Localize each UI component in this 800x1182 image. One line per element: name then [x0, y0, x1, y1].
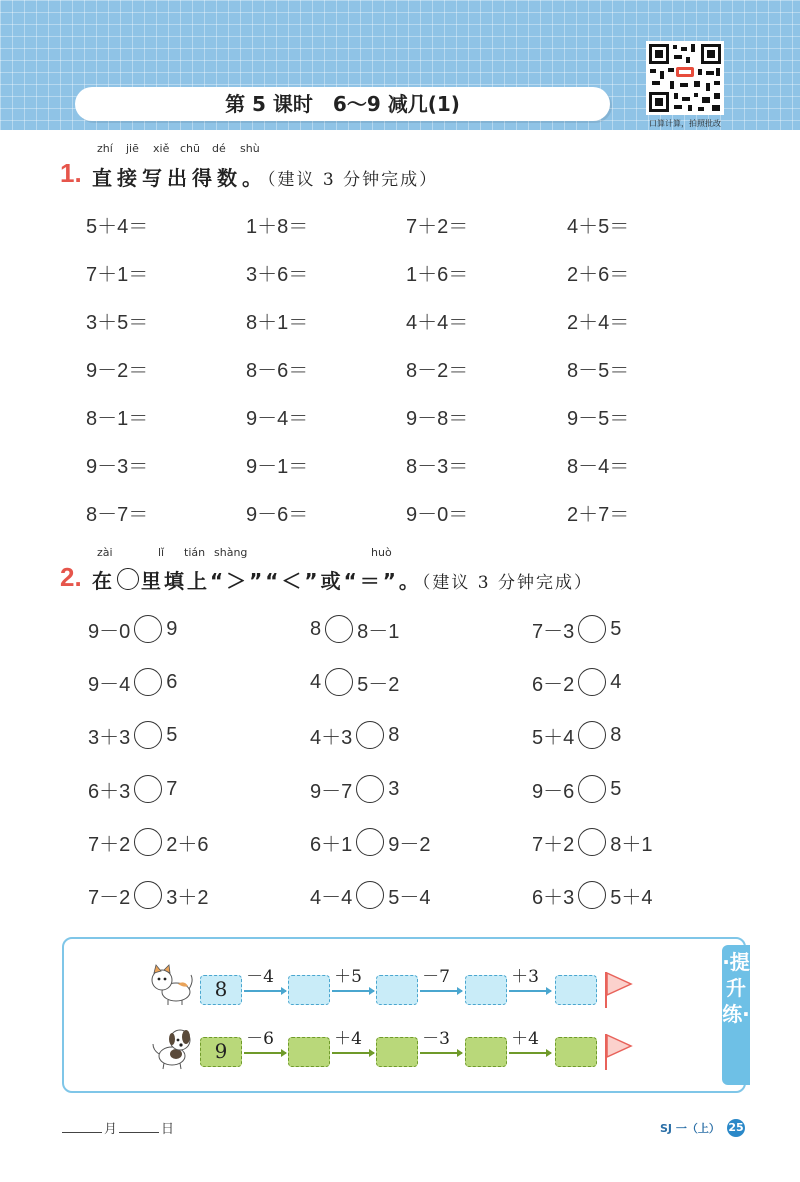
q2-item	[310, 827, 431, 857]
answer-circle[interactable]	[134, 881, 162, 909]
book-code: SJ 一（上）	[660, 1122, 720, 1135]
q1-item: 8－1＝	[86, 408, 149, 430]
chain2-op-1: －6	[246, 1029, 274, 1049]
pinyin-jie: jiē	[126, 142, 139, 155]
q2-item	[532, 827, 653, 857]
q2-right: 3	[388, 777, 400, 800]
lesson-title: 第 5 课时 6～9 减几(1)	[75, 87, 610, 121]
answer-circle[interactable]	[134, 775, 162, 803]
q1-item: 8－4＝	[567, 456, 630, 478]
section2-title-before: 在	[92, 569, 115, 593]
q2-left: 6－2	[532, 673, 575, 696]
q2-left: 7＋2	[88, 833, 131, 856]
q2-left: 9－4	[88, 673, 131, 696]
section1-number: 1.	[60, 158, 82, 188]
day-label: 日	[161, 1122, 175, 1137]
arrow-icon	[420, 1052, 462, 1054]
qr-code[interactable]	[646, 41, 724, 115]
q1-item: 4＋4＝	[406, 312, 469, 334]
q1-item: 9－5＝	[567, 408, 630, 430]
q2-right: 3＋2	[166, 886, 209, 909]
q2-right: 7	[166, 777, 178, 800]
chain2-start-box: 9	[200, 1037, 242, 1067]
pinyin-shu: shù	[240, 142, 260, 155]
q1-item: 9－2＝	[86, 360, 149, 382]
answer-circle[interactable]	[356, 828, 384, 856]
q2-item	[310, 614, 399, 644]
answer-circle[interactable]	[134, 828, 162, 856]
day-blank[interactable]	[119, 1120, 159, 1133]
arrow-icon	[244, 1052, 286, 1054]
q1-item: 8－5＝	[567, 360, 630, 382]
q2-item	[88, 880, 209, 910]
q1-item: 9－8＝	[406, 408, 469, 430]
pinyin-huo: huò	[371, 546, 392, 559]
q2-right: 8	[610, 723, 622, 746]
pinyin-chu: chū	[180, 142, 200, 155]
arrow-icon	[244, 990, 286, 992]
qr-caption: 口算计算，拍照批改	[649, 119, 721, 128]
q2-left: 9－0	[88, 620, 131, 643]
q2-left: 8	[310, 617, 322, 640]
pinyin-shang: shàng	[214, 546, 248, 559]
q1-item: 8＋1＝	[246, 312, 309, 334]
q1-item: 5＋4＝	[86, 216, 149, 238]
chain1-op-4: ＋3	[511, 967, 539, 987]
chain2-answer-box[interactable]	[555, 1037, 597, 1067]
pinyin-xie: xiě	[153, 142, 170, 155]
arrow-icon	[420, 990, 462, 992]
q2-item	[532, 667, 621, 697]
q1-item: 1＋8＝	[246, 216, 309, 238]
date-field[interactable]	[60, 1118, 174, 1137]
q2-left: 6＋1	[310, 833, 353, 856]
q2-item	[88, 614, 177, 644]
q2-right: 4	[610, 670, 622, 693]
q1-item: 9－1＝	[246, 456, 309, 478]
q2-right: 6	[166, 670, 178, 693]
q2-item	[532, 774, 621, 804]
answer-circle[interactable]	[578, 721, 606, 749]
q2-item	[532, 880, 653, 910]
arrow-icon	[509, 990, 551, 992]
page-number: 25	[727, 1119, 745, 1137]
q2-left: 9－7	[310, 780, 353, 803]
answer-circle[interactable]	[356, 881, 384, 909]
answer-circle[interactable]	[325, 615, 353, 643]
q1-item: 4＋5＝	[567, 216, 630, 238]
q2-item	[88, 720, 177, 750]
q2-item	[532, 614, 621, 644]
q2-left: 4	[310, 670, 322, 693]
cat-icon	[148, 964, 194, 1006]
q1-item: 8－7＝	[86, 504, 149, 526]
chain1-op-2: ＋5	[334, 967, 362, 987]
answer-circle[interactable]	[578, 828, 606, 856]
q2-left: 7－3	[532, 620, 575, 643]
q2-right: 8－1	[357, 620, 400, 643]
answer-circle[interactable]	[356, 775, 384, 803]
section2-title-after: 里填上“＞”“＜”或“＝”。	[141, 569, 422, 593]
arrow-icon	[332, 990, 374, 992]
month-blank[interactable]	[62, 1120, 102, 1133]
q1-item: 3＋6＝	[246, 264, 309, 286]
pinyin-de: dé	[212, 142, 226, 155]
q2-left: 9－6	[532, 780, 575, 803]
q2-item	[88, 774, 177, 804]
q1-item: 1＋6＝	[406, 264, 469, 286]
q1-item: 7＋2＝	[406, 216, 469, 238]
answer-circle[interactable]	[578, 775, 606, 803]
q2-left: 5＋4	[532, 726, 575, 749]
arrow-icon	[332, 1052, 374, 1054]
q2-item	[310, 880, 431, 910]
q2-right: 5	[610, 617, 622, 640]
q2-item	[88, 667, 177, 697]
q2-left: 4＋3	[310, 726, 353, 749]
q2-right: 8＋1	[610, 833, 653, 856]
q1-item: 9－6＝	[246, 504, 309, 526]
answer-circle[interactable]	[325, 668, 353, 696]
chain2-op-2: ＋4	[334, 1029, 362, 1049]
q2-right: 9	[166, 617, 178, 640]
pinyin-li: lǐ	[158, 546, 165, 559]
section2-title	[92, 565, 593, 594]
section1-note: （建议 3 分钟完成）	[267, 170, 439, 190]
q1-item: 9－3＝	[86, 456, 149, 478]
q1-item: 8－2＝	[406, 360, 469, 382]
chain2-op-4: ＋4	[511, 1029, 539, 1049]
q1-item: 8－3＝	[406, 456, 469, 478]
section1-title-text: 直接写出得数。	[92, 166, 267, 190]
q2-left: 3＋3	[88, 726, 131, 749]
q1-item: 9－0＝	[406, 504, 469, 526]
q2-left: 7＋2	[532, 833, 575, 856]
section2-number: 2.	[60, 562, 82, 592]
pinyin-tian: tián	[184, 546, 206, 559]
q2-left: 7－2	[88, 886, 131, 909]
q2-right: 5＋4	[610, 886, 653, 909]
q2-right: 5－2	[357, 673, 400, 696]
chain1-op-3: －7	[422, 967, 450, 987]
answer-circle[interactable]	[578, 668, 606, 696]
q2-item	[310, 720, 399, 750]
q1-item: 9－4＝	[246, 408, 309, 430]
q1-item: 7＋1＝	[86, 264, 149, 286]
q1-item: 2＋4＝	[567, 312, 630, 334]
q2-right: 8	[388, 723, 400, 746]
extension-tab: ·提升练·	[722, 945, 750, 1085]
q2-right: 5	[610, 777, 622, 800]
q2-item	[532, 720, 621, 750]
chain1-start-box: 8	[200, 975, 242, 1005]
pinyin-zai: zài	[97, 546, 113, 559]
section2-note: （建议 3 分钟完成）	[421, 573, 593, 593]
q2-left: 6＋3	[532, 886, 575, 909]
circle-icon	[117, 568, 139, 590]
chain1-op-1: －4	[246, 967, 274, 987]
answer-circle[interactable]	[134, 668, 162, 696]
q1-item: 2＋7＝	[567, 504, 630, 526]
pinyin-zhi: zhí	[97, 142, 113, 155]
section1-title	[92, 162, 438, 191]
q2-left: 4－4	[310, 886, 353, 909]
q2-left: 6＋3	[88, 780, 131, 803]
flag-icon	[604, 1032, 634, 1072]
answer-circle[interactable]	[578, 615, 606, 643]
answer-circle[interactable]	[134, 615, 162, 643]
q2-right: 5－4	[388, 886, 431, 909]
q1-item: 2＋6＝	[567, 264, 630, 286]
answer-circle[interactable]	[578, 881, 606, 909]
chain2-op-3: －3	[422, 1029, 450, 1049]
q2-right: 2＋6	[166, 833, 209, 856]
q1-item: 3＋5＝	[86, 312, 149, 334]
q2-item	[88, 827, 209, 857]
q2-right: 5	[166, 723, 178, 746]
q2-right: 9－2	[388, 833, 431, 856]
month-label: 月	[104, 1122, 118, 1137]
q2-item	[310, 667, 399, 697]
answer-circle[interactable]	[134, 721, 162, 749]
q1-item: 8－6＝	[246, 360, 309, 382]
answer-circle[interactable]	[356, 721, 384, 749]
q2-item	[310, 774, 399, 804]
flag-icon	[604, 970, 634, 1010]
chain1-answer-box[interactable]	[555, 975, 597, 1005]
dog-icon	[150, 1026, 196, 1070]
arrow-icon	[509, 1052, 551, 1054]
